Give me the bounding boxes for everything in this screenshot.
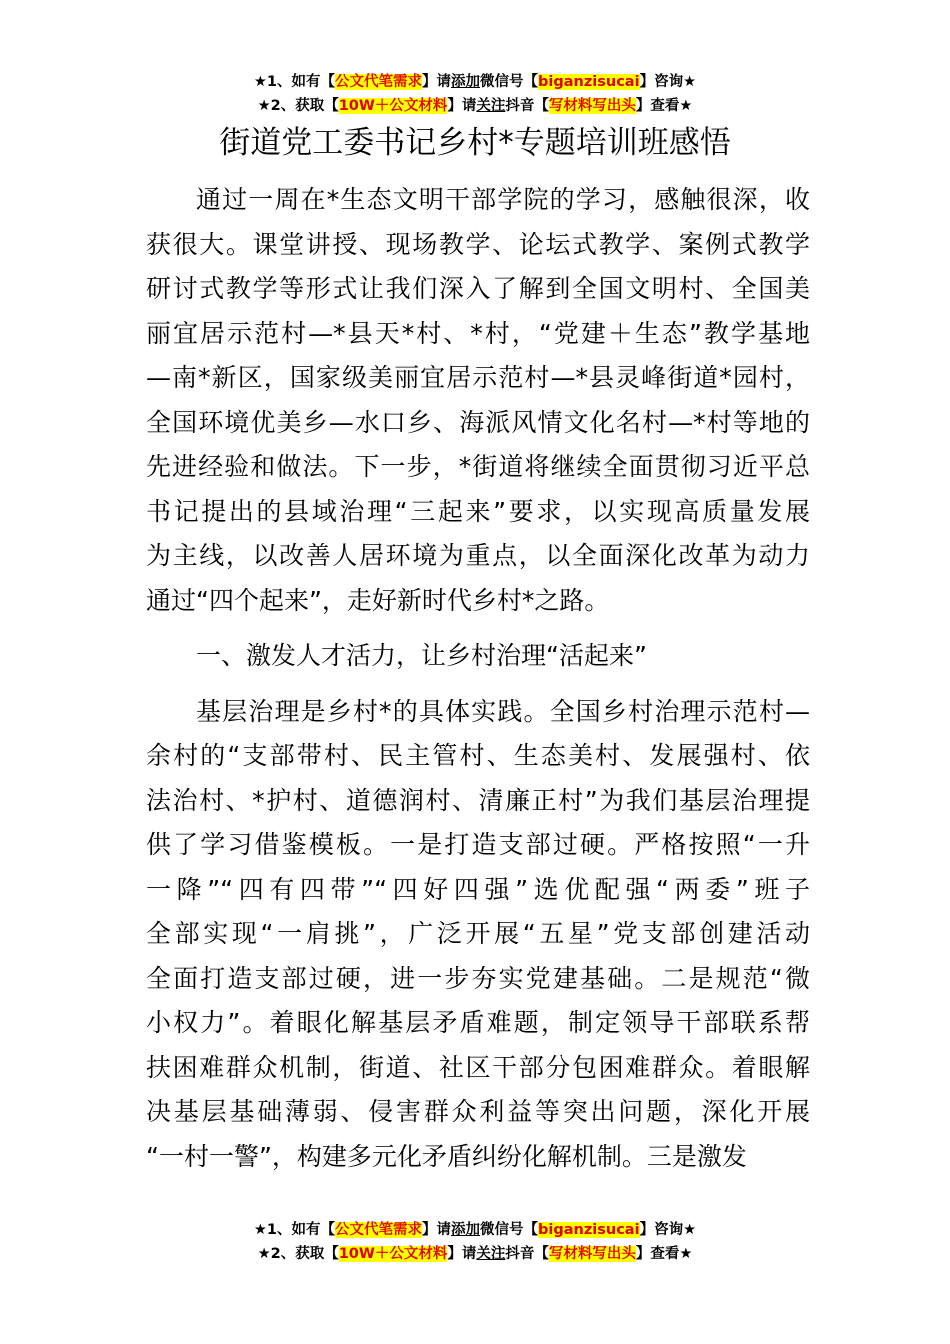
promo-line-2-suffix: 】查看★ <box>635 1246 693 1262</box>
promo-line-1-suffix: 】咨询★ <box>639 1222 697 1238</box>
paragraph <box>146 634 810 679</box>
paragraph-line: 获很大。课堂讲授、现场教学、论坛式教学、案例式教学 <box>146 229 810 259</box>
paragraph-line: —南*新区，国家级美丽宜居示范村—*县灵峰街道*园村， <box>146 363 810 392</box>
promo-line-2-highlight-2: 写材料写出头 <box>548 1246 636 1262</box>
paragraph-line: 小权力”。着眼化解基层矛盾难题，制定领导干部联系帮 <box>146 1008 810 1037</box>
promo-line-2 <box>0 94 950 118</box>
promo-line-1-mid-1: 】请 <box>422 1222 452 1238</box>
promo-line-2-suffix: 】查看★ <box>635 98 693 114</box>
paragraph-line: 通过“四个起来”，走好新时代乡村*之路。 <box>146 585 610 615</box>
paragraph-line: 研讨式教学等形式让我们深入了解到全国文明村、全国美 <box>146 274 810 303</box>
paragraph-line: 扶困难群众机制，街道、社区干部分包困难群众。着眼解 <box>146 1052 810 1082</box>
paragraph-line: 书记提出的县域治理“三起来”要求，以实现高质量发展 <box>146 496 810 526</box>
promo-line-2-mid-2: 抖音【 <box>505 1246 549 1262</box>
promo-line-1-highlight-1: 公文代笔需求 <box>335 1222 423 1238</box>
promo-line-1-mid-2: 微信号【 <box>480 1222 539 1238</box>
paragraph-gap <box>146 679 810 690</box>
paragraph-line: 全面打造支部过硬，进一步夯实党建基础。二是规范“微 <box>146 963 810 993</box>
header-promo-banner <box>0 70 950 118</box>
promo-line-1-mid-1: 】请 <box>422 74 452 90</box>
paragraph <box>146 178 810 623</box>
paragraph-line: 为主线，以改善人居环境为重点，以全面深化改革为动力 <box>146 541 810 570</box>
promo-line-2-underlined: 关注 <box>476 1246 506 1262</box>
document-title: 街道党工委书记乡村*专题培训班感悟 <box>219 125 731 161</box>
paragraph-line: 决基层基础薄弱、侵害群众利益等突出问题，深化开展 <box>146 1097 810 1126</box>
promo-line-1-underlined: 添加 <box>451 1222 481 1238</box>
paragraph-line: 先进经验和做法。下一步，*街道将继续全面贯彻习近平总 <box>146 452 810 481</box>
paragraph-gap <box>146 623 810 634</box>
paragraph-line: 一降”“四有四带”“四好四强”选优配强“两委”班子 <box>146 874 810 904</box>
paragraph-line: 通过一周在*生态文明干部学院的学习，感触很深，收 <box>196 185 810 214</box>
promo-line-2-highlight-1: 10W＋公文材料 <box>338 1246 448 1262</box>
paragraph-line: 全部实现“一肩挑”，广泛开展“五星”党支部创建活动 <box>146 919 810 948</box>
promo-line-2-highlight-1: 10W＋公文材料 <box>338 98 448 114</box>
paragraph-line: 余村的“支部带村、民主管村、生态美村、发展强村、依 <box>146 741 810 770</box>
footer-promo-banner <box>0 1218 950 1266</box>
paragraph-line: 丽宜居示范村—*县天*村、*村，“党建＋生态”教学基地 <box>146 318 810 348</box>
promo-line-1-suffix: 】咨询★ <box>639 74 697 90</box>
promo-line-1-prefix: ★1、如有【 <box>253 74 336 90</box>
promo-line-1-underlined: 添加 <box>451 74 481 90</box>
promo-line-1 <box>0 1218 950 1242</box>
paragraph-line: 一、激发人才活力，让乡村治理“活起来” <box>196 641 647 670</box>
document-body <box>146 178 810 1179</box>
promo-line-1-highlight-1: 公文代笔需求 <box>335 74 423 90</box>
promo-line-1 <box>0 70 950 94</box>
promo-line-2-underlined: 关注 <box>476 98 506 114</box>
promo-line-1-mid-2: 微信号【 <box>480 74 539 90</box>
promo-line-2-mid-1: 】请 <box>447 1246 477 1262</box>
paragraph-line: 基层治理是乡村*的具体实践。全国乡村治理示范村— <box>196 696 810 726</box>
promo-line-2-prefix: ★2、获取【 <box>257 98 339 114</box>
paragraph-line: “一村一警”，构建多元化矛盾纠纷化解机制。三是激发 <box>146 1141 747 1171</box>
promo-line-2-highlight-2: 写材料写出头 <box>548 98 636 114</box>
promo-line-2 <box>0 1242 950 1266</box>
promo-line-2-mid-2: 抖音【 <box>505 98 549 114</box>
paragraph-line: 全国环境优美乡—水口乡、海派风情文化名村—*村等地的 <box>146 407 810 437</box>
paragraph <box>146 690 810 1180</box>
paragraph-line: 供了学习借鉴模板。一是打造支部过硬。严格按照“一升 <box>146 830 810 859</box>
promo-line-1-highlight-2: biganzisucai <box>538 74 640 90</box>
promo-line-1-highlight-2: biganzisucai <box>538 1222 640 1238</box>
promo-line-1-prefix: ★1、如有【 <box>253 1222 336 1238</box>
promo-line-2-prefix: ★2、获取【 <box>257 1246 339 1262</box>
paragraph-line: 法治村、*护村、道德润村、清廉正村”为我们基层治理提 <box>146 785 810 815</box>
promo-line-2-mid-1: 】请 <box>447 98 477 114</box>
